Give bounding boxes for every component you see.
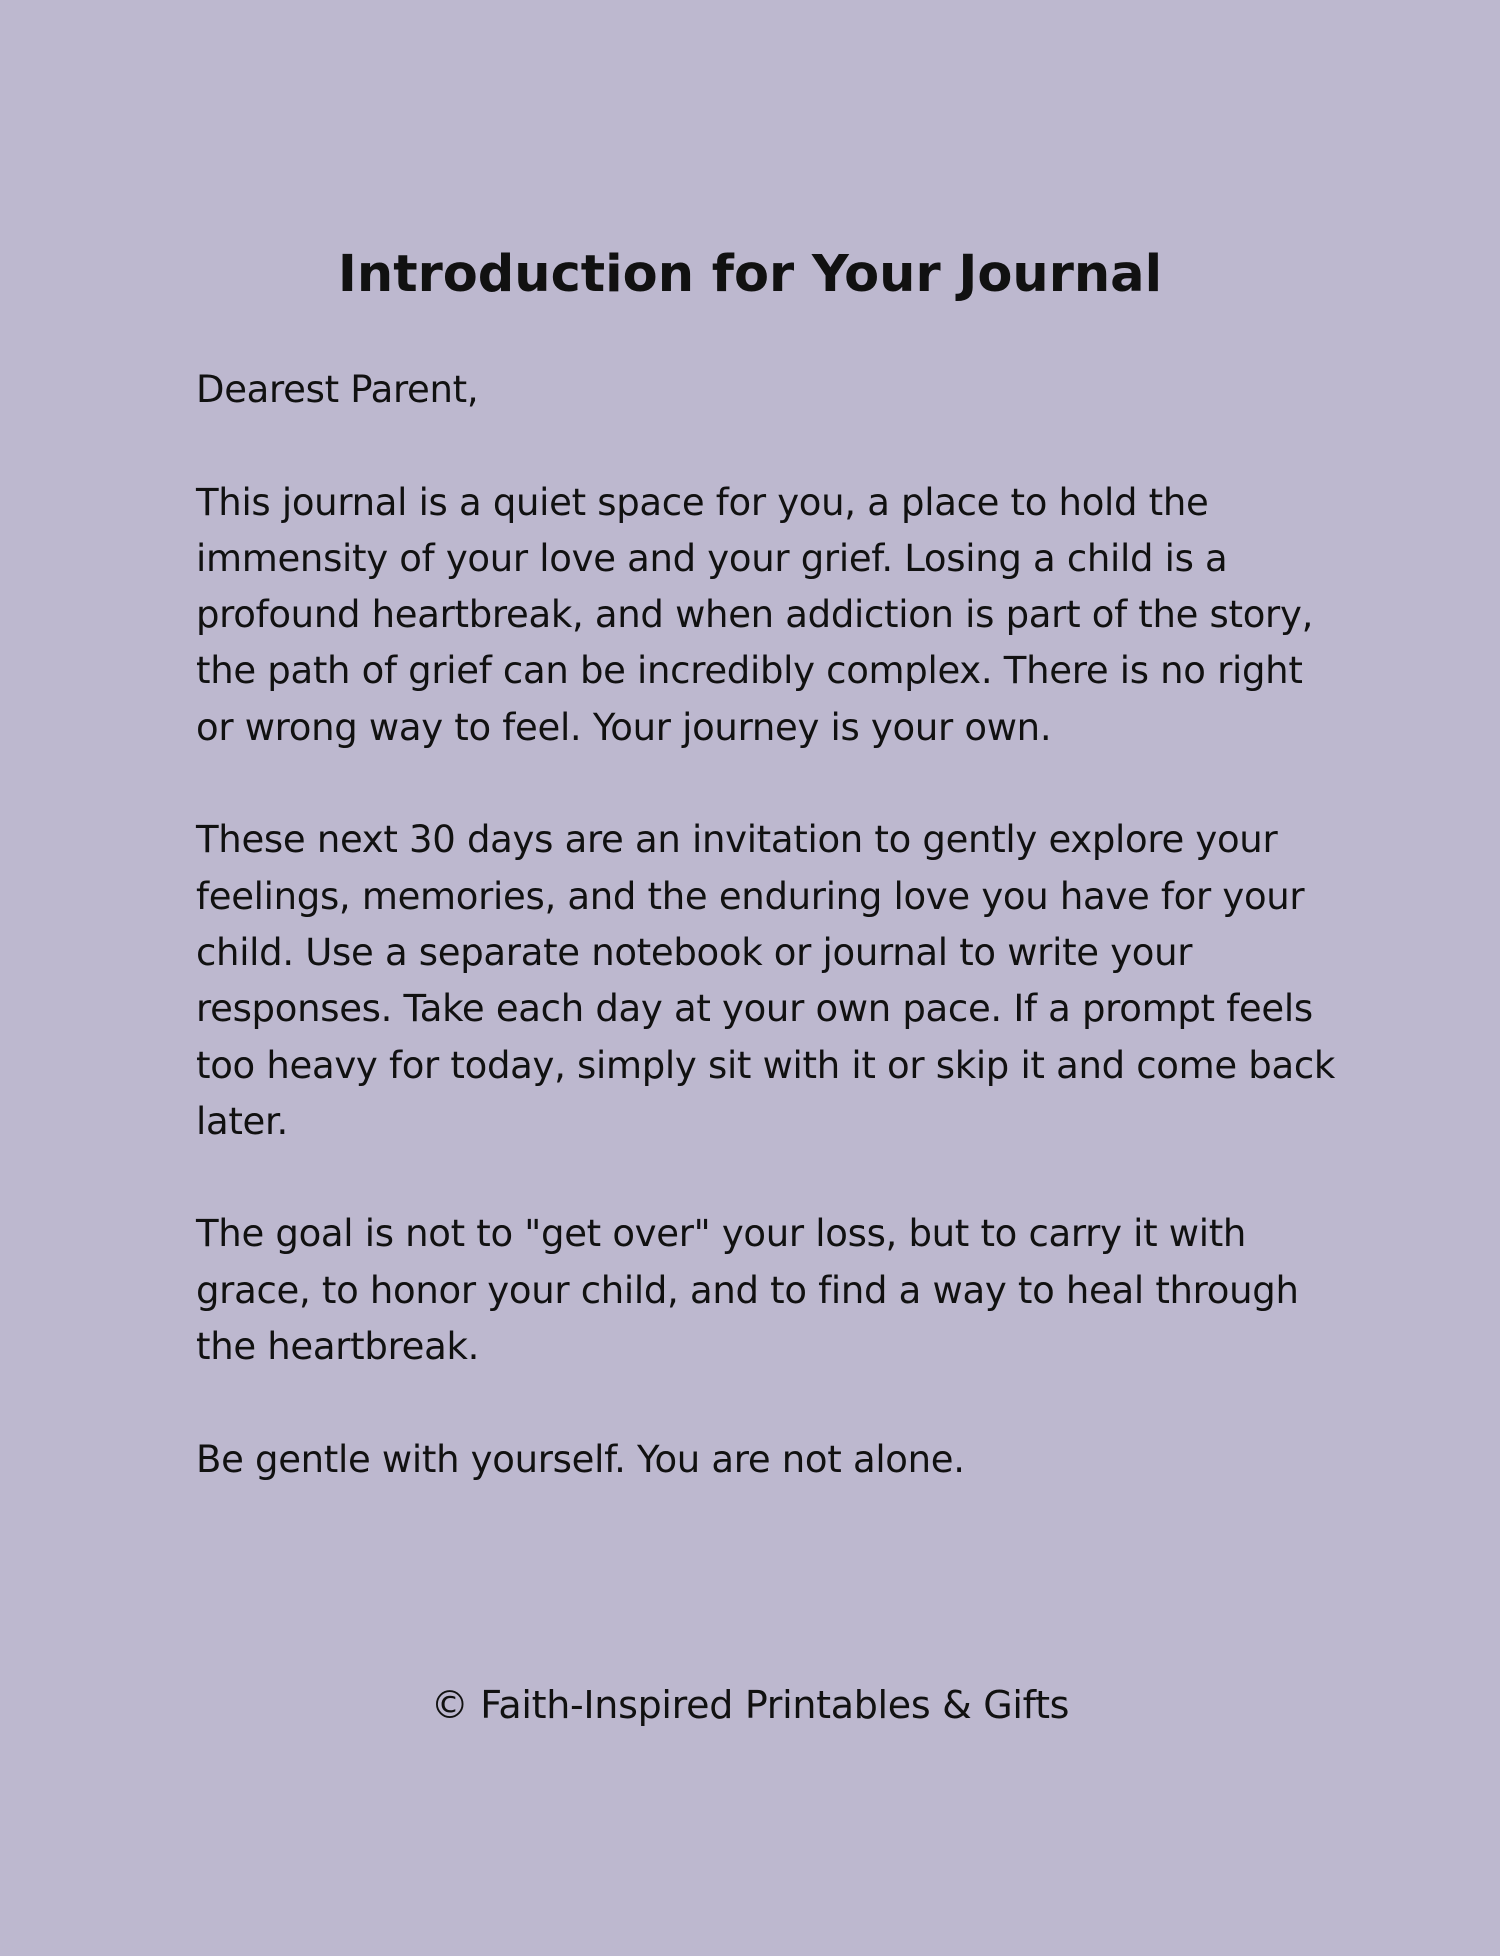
paragraph-goal: The goal is not to "get over" your loss, but to carry it with grace, to honor your child, and to find a way to heal through the heartbreak. bbox=[196, 1212, 1299, 1369]
page-title: Introduction for Your Journal bbox=[337, 245, 1163, 304]
salutation: Dearest Parent, bbox=[196, 368, 479, 411]
copyright-footer: © Faith-Inspired Printables & Gifts bbox=[430, 1683, 1070, 1727]
paragraph-intro: This journal is a quiet space for you, a place to hold the immensity of your love and your grief. Losing a child is a profound heartbreak, and when addiction is part of the story, the path of grief can be incredibly complex. There is no right or wrong way to feel. Your journey is your own. bbox=[196, 480, 1314, 749]
paragraph-30-days: These next 30 days are an invitation to gently explore your feelings, memories, and the enduring love you have for your child. Use a separate notebook or journal to write your responses. Take each day at your own pace. If a prompt feels too heavy for today, simply sit with it or skip it and come back later. bbox=[196, 818, 1336, 1143]
paragraph-closing: Be gentle with yourself. You are not alone. bbox=[196, 1437, 965, 1481]
letter-body bbox=[196, 362, 1346, 1544]
